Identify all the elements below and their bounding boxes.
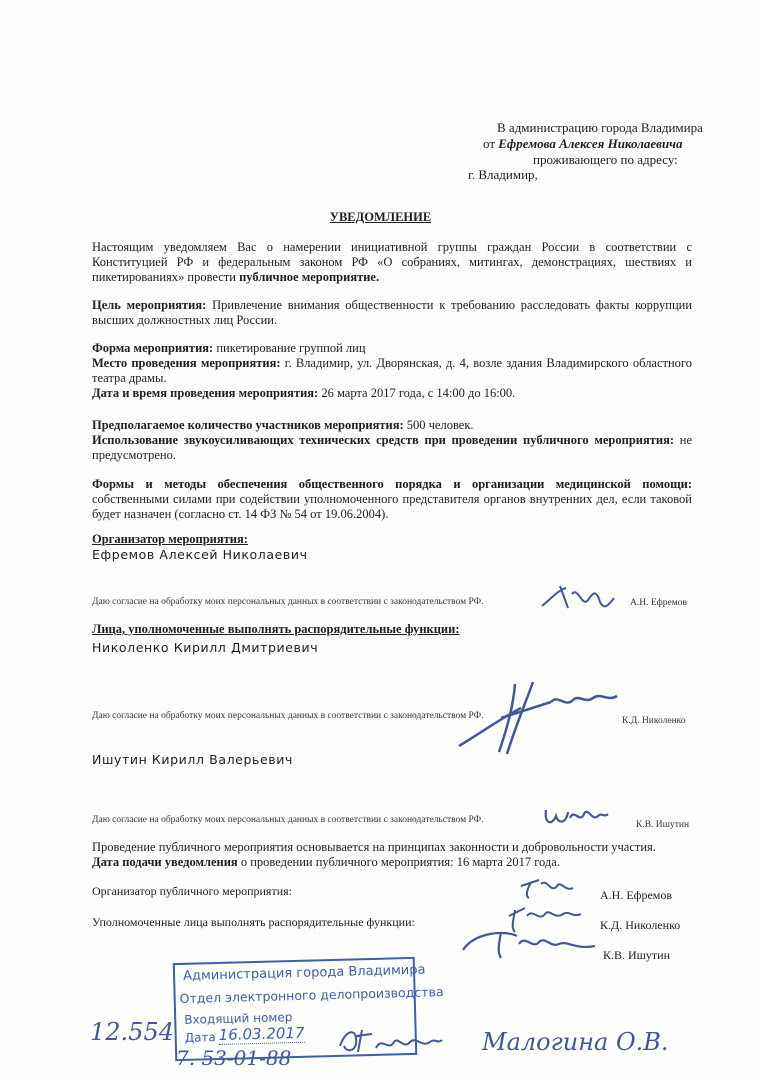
- from-prefix: от: [483, 136, 496, 151]
- person-1-consent: Даю согласие на обработку моих персональных данных в соответствии с законодательством РФ.: [92, 711, 484, 721]
- person-1-signature: [455, 668, 625, 758]
- person-2-signature: [540, 796, 610, 830]
- handwritten-surname: Малогина О.В.: [482, 1028, 669, 1056]
- submit-label: Дата подачи уведомления: [92, 855, 238, 869]
- datetime-text: 26 марта 2017 года, с 14:00 до 16:00.: [321, 386, 516, 400]
- authorized-heading: Лица, уполномоченные выполнять распорядительные функции:: [92, 622, 460, 636]
- residence-line: проживающего по адресу:: [533, 152, 678, 167]
- participants-label: Предполагаемое количество участников мероприятия:: [92, 418, 404, 432]
- datetime-label: Дата и время проведения мероприятия:: [92, 386, 319, 400]
- order-text: собственными силами при содействии уполномоченного представителя органов внутренних дел, если таковой будет назначен (согласно ст. 14 ФЗ № 54 от 19.06.2004).: [92, 492, 692, 521]
- organizer-heading: Организатор мероприятия:: [92, 532, 248, 546]
- document-title: УВЕДОМЛЕНИЕ: [329, 210, 432, 224]
- order-paragraph: [92, 477, 692, 522]
- submit-text: о проведении публичного мероприятия: 16 марта 2017 года.: [240, 855, 560, 869]
- stamp-line-3: Входящий номер: [184, 1010, 293, 1027]
- stamp-line-1: Администрация города Владимира: [182, 962, 426, 984]
- organizer-consent: Даю согласие на обработку моих персональных данных в соответствии с законодательством РФ.: [92, 597, 484, 607]
- handwritten-sub-number: 7. 53-01-88: [176, 1046, 292, 1070]
- order-label: Формы и методы обеспечения общественного порядка и организации медицинской помощи:: [92, 477, 692, 491]
- goal-paragraph: [92, 298, 692, 328]
- handwritten-signature: [336, 1018, 446, 1058]
- intro-paragraph: [92, 240, 692, 285]
- person-1-name: Николенко Кирилл Дмитриевич: [92, 640, 319, 655]
- place-text: г. Владимир, ул. Дворянская, д. 4, возле здания Владимирского областного театра драмы.: [92, 356, 692, 385]
- place-label: Место проведения мероприятия:: [92, 356, 281, 370]
- stamp-date-label: Дата: [184, 1030, 216, 1045]
- event-details: [92, 341, 692, 401]
- intro-text: Настоящим уведомляем Вас о намерении инициативной группы граждан России в соответствии с Конституцией РФ и федеральным законом РФ «О собраниях, митингах, демонстрациях, шествиях и пикетированиях» провести: [92, 240, 692, 284]
- authorized-signature-label: Уполномоченные лица выполнять распорядительные функции:: [92, 915, 415, 929]
- addressee-line: В администрацию города Владимира: [497, 120, 703, 135]
- final-sig-name-3: К.В. Ишутин: [603, 948, 671, 962]
- organizer-signature-label: Организатор публичного мероприятия:: [92, 884, 292, 898]
- handwritten-number: 12.554: [90, 1018, 174, 1046]
- final-signatures: [455, 872, 605, 972]
- participants-text: 500 человек.: [406, 418, 474, 432]
- person-2-name: Ишутин Кирилл Валерьевич: [92, 752, 293, 767]
- organizer-short-name: А.Н. Ефремов: [630, 598, 688, 608]
- final-sig-name-2: К.Д. Николенко: [600, 918, 681, 932]
- person-1-short-name: К.Д. Николенко: [622, 716, 686, 726]
- form-text: пикетирование группой лиц: [216, 341, 366, 355]
- intro-bold: публичное мероприятие.: [239, 270, 380, 284]
- stamp-line-2: Отдел электронного делопроизводства: [179, 984, 444, 1007]
- goal-label: Цель мероприятия:: [92, 298, 207, 312]
- organizer-name: Ефремов Алексей Николаевич: [92, 547, 308, 562]
- form-label: Форма мероприятия:: [92, 341, 214, 355]
- principles-text: Проведение публичного мероприятия основывается на принципах законности и добровольности участия.: [92, 840, 656, 854]
- from-name: Ефремова Алексея Николаевича: [498, 136, 683, 151]
- city-line: г. Владимир,: [468, 167, 538, 182]
- participants-details: [92, 418, 692, 463]
- final-sig-name-1: А.Н. Ефремов: [600, 888, 673, 902]
- closing-paragraph: [92, 840, 692, 870]
- goal-text: Привлечение внимания общественности к требованию расследовать факты коррупции высших должностных лиц России.: [92, 298, 693, 327]
- sound-label: Использование звукоусиливающих технических средств при проведении публичного мероприятия:: [92, 433, 675, 447]
- person-2-consent: Даю согласие на обработку моих персональных данных в соответствии с законодательством РФ.: [92, 815, 484, 825]
- person-2-short-name: К.В. Ишутин: [636, 820, 690, 830]
- sound-text: не предусмотрено.: [92, 433, 693, 462]
- organizer-signature: [538, 580, 618, 616]
- from-line: [483, 136, 683, 151]
- stamp-date-value: 16.03.2017: [218, 1023, 305, 1045]
